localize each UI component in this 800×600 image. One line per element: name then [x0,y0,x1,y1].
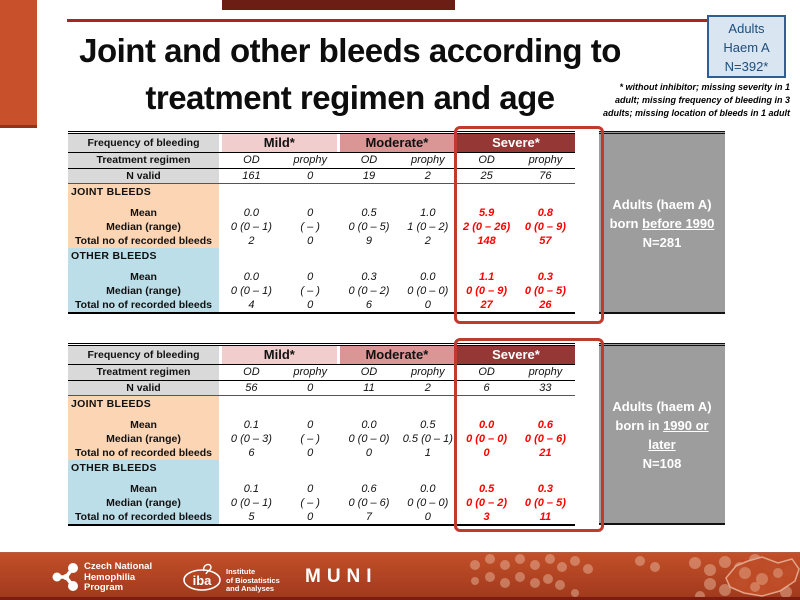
frequency-header-cell: Frequency of bleeding [68,134,222,152]
section-header-cell: OTHER BLEEDS [68,248,222,264]
severe-header-cell: Severe* [457,346,575,364]
side-note-line [599,416,725,435]
spacer-cell [68,412,222,419]
badge-line-3: N=392* [724,59,769,74]
value-cell: 2 [424,235,431,247]
side-note-line: Adults (haem A) [612,398,712,414]
section-header-cell: OTHER BLEEDS [68,460,222,476]
regimen-cell: OD [360,154,378,166]
value-cell-severe: 0.3 [537,271,554,283]
severe-highlight-box-2 [454,338,604,532]
moderate-header-cell: Moderate* [340,134,458,152]
mild-header-cell: Mild* [222,134,340,152]
row-label-cell: Total no of recorded bleeds [68,298,222,312]
regimen-cell: OD [243,154,260,166]
n-valid-label-cell: N valid [68,169,222,183]
side-note-underlined: before 1990 [642,215,715,231]
value-cell: 0 [307,511,314,523]
value-cell-severe: 0 [483,447,490,459]
value-cell: 0 [307,170,314,182]
value-cell: 0 [307,419,314,431]
value-cell-severe: 0.0 [478,419,495,431]
iba-logo-icon [180,561,224,593]
value-cell-severe: 0 (0 – 9) [524,221,566,233]
corner-accent-block [0,0,37,128]
value-cell: 0.0 [243,271,260,283]
cnhp-line-3: Program [84,582,124,593]
value-cell: 0 (0 – 2) [348,285,390,297]
regimen-cell: prophy [528,366,563,378]
value-cell-severe: 0 (0 – 2) [466,497,508,509]
value-cell: 56 [245,382,258,394]
value-cell: 161 [242,170,261,182]
side-box-1990-or-later [599,343,725,525]
value-cell-severe: 0.6 [537,419,554,431]
regimen-cell: prophy [410,366,445,378]
footnote [480,81,790,120]
value-cell: 4 [248,299,255,311]
row-label-cell: Mean [68,419,222,432]
value-cell: 76 [539,170,552,182]
value-cell: 0 [424,299,431,311]
section-header-cell: JOINT BLEEDS [68,184,222,200]
regimen-header-cell: Treatment regimen [68,365,222,380]
value-cell: 0 [365,447,373,459]
value-cell: 1 [424,447,431,459]
value-cell: 2 [424,382,431,394]
footer-band [0,552,800,598]
footnote-line-2: adult; missing frequency of bleeding in 3 [614,95,790,105]
value-cell: 0 (0 – 3) [230,433,272,445]
side-note-line: Adults (haem A) [612,196,712,212]
title-line-2: treatment regimen and age [145,79,555,116]
value-cell: 0 [307,271,314,283]
value-cell: 7 [365,511,373,523]
value-cell: 5 [248,511,255,523]
value-cell: 1 (0 – 2) [407,221,449,233]
value-cell: ( – ) [300,497,320,509]
mild-header-cell: Mild* [222,346,340,364]
value-cell: 0 (0 – 0) [407,285,449,297]
row-label-cell: Total no of recorded bleeds [68,446,222,460]
row-label-cell: Median (range) [68,496,222,510]
value-cell-severe: 148 [477,235,496,247]
badge-line-1: Adults [728,21,765,36]
value-cell: 0 [307,207,314,219]
value-cell-severe: 0.5 [478,483,495,495]
spacer-cell [68,264,222,271]
value-cell: ( – ) [300,285,320,297]
frequency-header-cell: Frequency of bleeding [68,346,222,364]
cnhp-molecule-icon [50,563,80,591]
regimen-cell: prophy [293,154,328,166]
adults-badge [707,15,786,78]
row-label-cell: Median (range) [68,220,222,234]
regimen-header-cell: Treatment regimen [68,153,222,168]
severe-header-cell: Severe* [457,134,575,152]
regimen-cell: prophy [528,154,563,166]
iba-line-1: Institute [226,567,256,576]
iba-line-3: and Analyses [226,584,275,593]
iba-abbr: iba [192,573,212,588]
iba-logo-text [226,568,280,594]
value-cell-severe: 26 [539,299,552,311]
severe-highlight-box-1 [454,126,604,324]
value-cell: 0 (0 – 0) [348,433,390,445]
spacer-cell [68,200,222,207]
value-cell: 0 (0 – 0) [407,497,449,509]
section-header-cell: JOINT BLEEDS [68,396,222,412]
value-cell: 0 (0 – 6) [348,497,390,509]
side-note-text: born in [615,417,664,433]
side-note-line: N=108 [642,455,682,471]
value-cell: 0 (0 – 1) [230,221,272,233]
value-cell: 0.1 [243,419,260,431]
value-cell: 0.0 [243,207,260,219]
row-label-cell: Mean [68,207,222,220]
value-cell: 0 [307,299,314,311]
footnote-line-3: adults; missing location of bleeds in 1 adult [602,108,790,118]
value-cell-severe: 2 (0 – 26) [463,221,511,233]
value-cell: 9 [365,235,373,247]
value-cell: 19 [362,170,376,182]
value-cell: ( – ) [300,433,320,445]
value-cell-severe: 0 (0 – 5) [524,285,566,297]
regimen-cell: OD [478,154,495,166]
iba-line-2: of Biostatistics [226,575,280,585]
row-label-cell: Mean [68,483,222,496]
title-underline-rule [67,19,741,22]
value-cell: 0.5 [361,207,377,219]
value-cell-severe: 27 [480,299,493,311]
value-cell: 0.0 [361,419,377,431]
value-cell: 0 (0 – 1) [230,285,272,297]
value-cell: 0 (0 – 5) [348,221,390,233]
value-cell: 33 [539,382,552,394]
value-cell: 0 (0 – 1) [230,497,272,509]
value-cell: 6 [248,447,255,459]
value-cell: 1.0 [420,207,436,219]
value-cell: 0 [424,511,431,523]
value-cell: 0.3 [361,271,377,283]
regimen-cell: OD [360,366,378,378]
cnhp-line-2: Hemophilia [84,571,136,583]
value-cell: 6 [483,382,490,394]
badge-line-2: Haem A [723,40,770,55]
value-cell-severe: 5.9 [478,207,495,219]
value-cell-severe: 0 (0 – 5) [524,497,566,509]
row-label-cell: Total no of recorded bleeds [68,510,222,524]
value-cell-severe: 0 (0 – 0) [466,433,508,445]
row-label-cell: Median (range) [68,284,222,298]
value-cell-severe: 1.1 [478,271,495,283]
regimen-cell: prophy [410,154,445,166]
value-cell: 0.6 [361,483,377,495]
cnhp-logo-text [84,562,152,594]
value-cell-severe: 3 [483,511,490,523]
value-cell-severe: 0.8 [537,207,554,219]
value-cell: 11 [363,382,375,394]
value-cell: 25 [480,170,493,182]
title-line-1: Joint and other bleeds according to [79,32,621,69]
moderate-header-cell: Moderate* [340,346,458,364]
footnote-line-1: * without inhibitor; missing severity in 1 [619,82,790,92]
value-cell: 2 [424,170,431,182]
top-accent-bar [222,0,455,10]
row-label-cell: Mean [68,271,222,284]
value-cell: 0.5 (0 – 1) [402,433,453,445]
value-cell-severe: 57 [539,235,552,247]
value-cell: 0 [307,382,314,394]
regimen-cell: OD [478,366,495,378]
row-label-cell: Median (range) [68,432,222,446]
value-cell: ( – ) [300,221,320,233]
spacer-cell [68,476,222,483]
side-note-underlined: later [648,436,676,452]
value-cell: 0.1 [243,483,260,495]
n-valid-label-cell: N valid [68,381,222,395]
value-cell: 0 [307,447,314,459]
value-cell: 6 [365,299,373,311]
regimen-cell: prophy [293,366,328,378]
value-cell-severe: 11 [539,511,552,523]
muni-logo: MUNI [305,566,378,587]
value-cell-severe: 0 (0 – 9) [466,285,508,297]
side-note-line: N=281 [642,234,682,250]
value-cell: 0 [307,235,314,247]
value-cell-severe: 0.3 [537,483,554,495]
regimen-cell: OD [243,366,260,378]
side-note-text: born [609,215,643,231]
side-note-line [599,214,725,233]
value-cell: 2 [248,235,255,247]
side-note-underlined: 1990 or [663,417,709,433]
row-label-cell: Total no of recorded bleeds [68,234,222,248]
value-cell: 0.5 [420,419,436,431]
value-cell: 0 [307,483,314,495]
value-cell: 0.0 [420,271,436,283]
side-box-before-1990 [599,131,725,314]
value-cell: 0.0 [420,483,436,495]
cnhp-line-1: Czech National [84,561,153,572]
value-cell-severe: 21 [539,447,552,459]
value-cell-severe: 0 (0 – 6) [524,433,566,445]
